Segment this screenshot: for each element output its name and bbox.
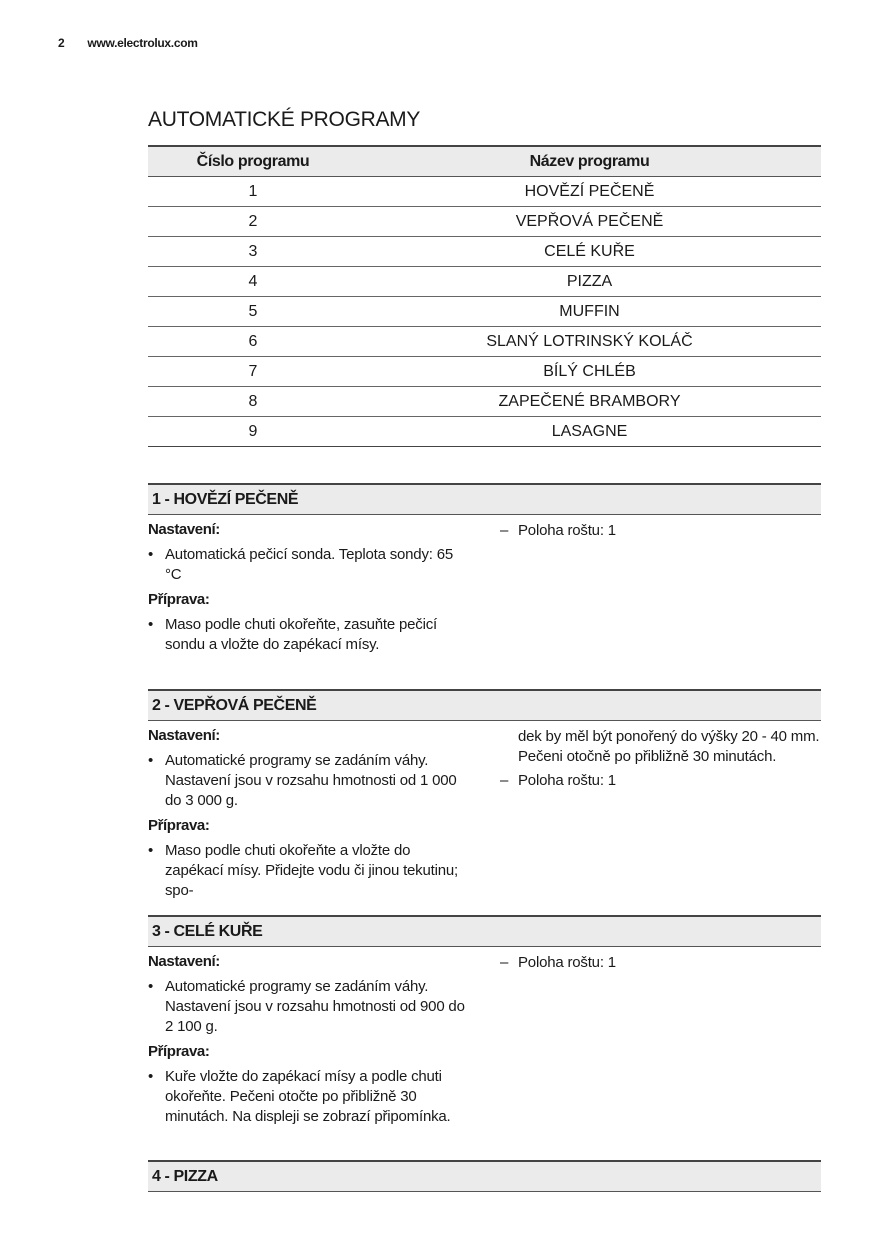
settings-label: Nastavení: bbox=[148, 521, 220, 538]
program-number: 2 bbox=[148, 207, 358, 237]
table-row bbox=[148, 177, 821, 207]
table-row bbox=[148, 207, 821, 237]
program-name: ZAPEČENÉ BRAMBORY bbox=[358, 387, 821, 417]
left-column bbox=[148, 521, 468, 661]
program-number: 6 bbox=[148, 327, 358, 357]
program-number: 7 bbox=[148, 357, 358, 387]
page-header bbox=[58, 36, 198, 50]
settings-text: Automatická pečicí sonda. Teplota sondy: 65 °C bbox=[165, 546, 453, 583]
bullet-mark: • bbox=[148, 978, 154, 995]
program-number: 8 bbox=[148, 387, 358, 417]
settings-item bbox=[148, 977, 468, 1037]
program-name: PIZZA bbox=[358, 267, 821, 297]
program-name: MUFFIN bbox=[358, 297, 821, 327]
section-title: 3 - CELÉ KUŘE bbox=[148, 915, 821, 947]
shelf-position-text: Poloha roštu: 1 bbox=[518, 522, 616, 539]
program-name: HOVĚZÍ PEČENĚ bbox=[358, 177, 821, 207]
shelf-position-text: Poloha roštu: 1 bbox=[518, 772, 616, 789]
prep-continuation: dek by měl být ponořený do výšky 20 - 40 mm. Pečeni otočně po přibližně 30 minutách. bbox=[518, 728, 820, 765]
section-pizza bbox=[148, 1160, 821, 1192]
right-column bbox=[500, 727, 821, 795]
prep-text: Maso podle chuti okořeňte, zasuňte pečicí sondu a vložte do zapékací mísy. bbox=[165, 616, 437, 653]
program-name: LASAGNE bbox=[358, 417, 821, 447]
program-name: VEPŘOVÁ PEČENĚ bbox=[358, 207, 821, 237]
section-title: 1 - HOVĚZÍ PEČENĚ bbox=[148, 483, 821, 515]
bullet-mark: • bbox=[148, 616, 154, 633]
left-column bbox=[148, 953, 468, 1133]
section-veprova-pecene bbox=[148, 689, 821, 899]
program-number: 3 bbox=[148, 237, 358, 267]
prep-item bbox=[148, 1067, 468, 1127]
program-name: SLANÝ LOTRINSKÝ KOLÁČ bbox=[358, 327, 821, 357]
table-row bbox=[148, 267, 821, 297]
prep-text: Maso podle chuti okořeňte a vložte do zapékací mísy. Přidejte vodu či jinou tekutinu; spo- bbox=[165, 842, 458, 899]
section-hovezi-pecene bbox=[148, 483, 821, 653]
page-number: 2 bbox=[58, 36, 65, 50]
settings-item bbox=[148, 545, 468, 585]
section-title: 2 - VEPŘOVÁ PEČENĚ bbox=[148, 689, 821, 721]
settings-text: Automatické programy se zadáním váhy. Nastavení jsou v rozsahu hmotnosti od 1 000 do 3 000 g. bbox=[165, 752, 457, 809]
prep-item bbox=[148, 615, 468, 655]
right-column bbox=[500, 521, 821, 545]
left-column bbox=[148, 727, 468, 907]
prep-text: Kuře vložte do zapékací mísy a podle chuti okořeňte. Pečeni otočte po přibližně 30 minutách. Na displeji se zobrazí připomínka. bbox=[165, 1068, 451, 1125]
prep-item bbox=[148, 841, 468, 901]
dash-mark: – bbox=[500, 772, 509, 789]
prep-label: Příprava: bbox=[148, 1043, 210, 1060]
table-row bbox=[148, 237, 821, 267]
table-row bbox=[148, 327, 821, 357]
program-number: 1 bbox=[148, 177, 358, 207]
table-header-row bbox=[148, 146, 821, 177]
prep-label: Příprava: bbox=[148, 591, 210, 608]
program-number: 4 bbox=[148, 267, 358, 297]
settings-text: Automatické programy se zadáním váhy. Nastavení jsou v rozsahu hmotnosti od 900 do 2 100 g. bbox=[165, 978, 465, 1035]
table-row bbox=[148, 417, 821, 447]
column-header-number: Číslo programu bbox=[148, 146, 358, 177]
bullet-mark: • bbox=[148, 546, 154, 563]
programs-table bbox=[148, 145, 821, 447]
column-header-name: Název programu bbox=[358, 146, 821, 177]
section-title: 4 - PIZZA bbox=[148, 1160, 821, 1192]
right-column bbox=[500, 953, 821, 977]
table-row bbox=[148, 387, 821, 417]
section-cele-kure bbox=[148, 915, 821, 1125]
program-number: 9 bbox=[148, 417, 358, 447]
table-row bbox=[148, 297, 821, 327]
bullet-mark: • bbox=[148, 752, 154, 769]
shelf-position-item bbox=[500, 521, 821, 541]
shelf-position-item bbox=[500, 953, 821, 973]
program-name: CELÉ KUŘE bbox=[358, 237, 821, 267]
table-row bbox=[148, 357, 821, 387]
bullet-mark: • bbox=[148, 1068, 154, 1085]
prep-label: Příprava: bbox=[148, 817, 210, 834]
program-number: 5 bbox=[148, 297, 358, 327]
settings-item bbox=[148, 751, 468, 811]
dash-mark: – bbox=[500, 522, 509, 539]
bullet-mark: • bbox=[148, 842, 154, 859]
shelf-position-text: Poloha roštu: 1 bbox=[518, 954, 616, 971]
program-name: BÍLÝ CHLÉB bbox=[358, 357, 821, 387]
shelf-position-item bbox=[500, 771, 821, 791]
site-url[interactable]: www.electrolux.com bbox=[87, 36, 198, 50]
settings-label: Nastavení: bbox=[148, 727, 220, 744]
page-title: AUTOMATICKÉ PROGRAMY bbox=[148, 108, 421, 131]
settings-label: Nastavení: bbox=[148, 953, 220, 970]
dash-mark: – bbox=[500, 954, 509, 971]
